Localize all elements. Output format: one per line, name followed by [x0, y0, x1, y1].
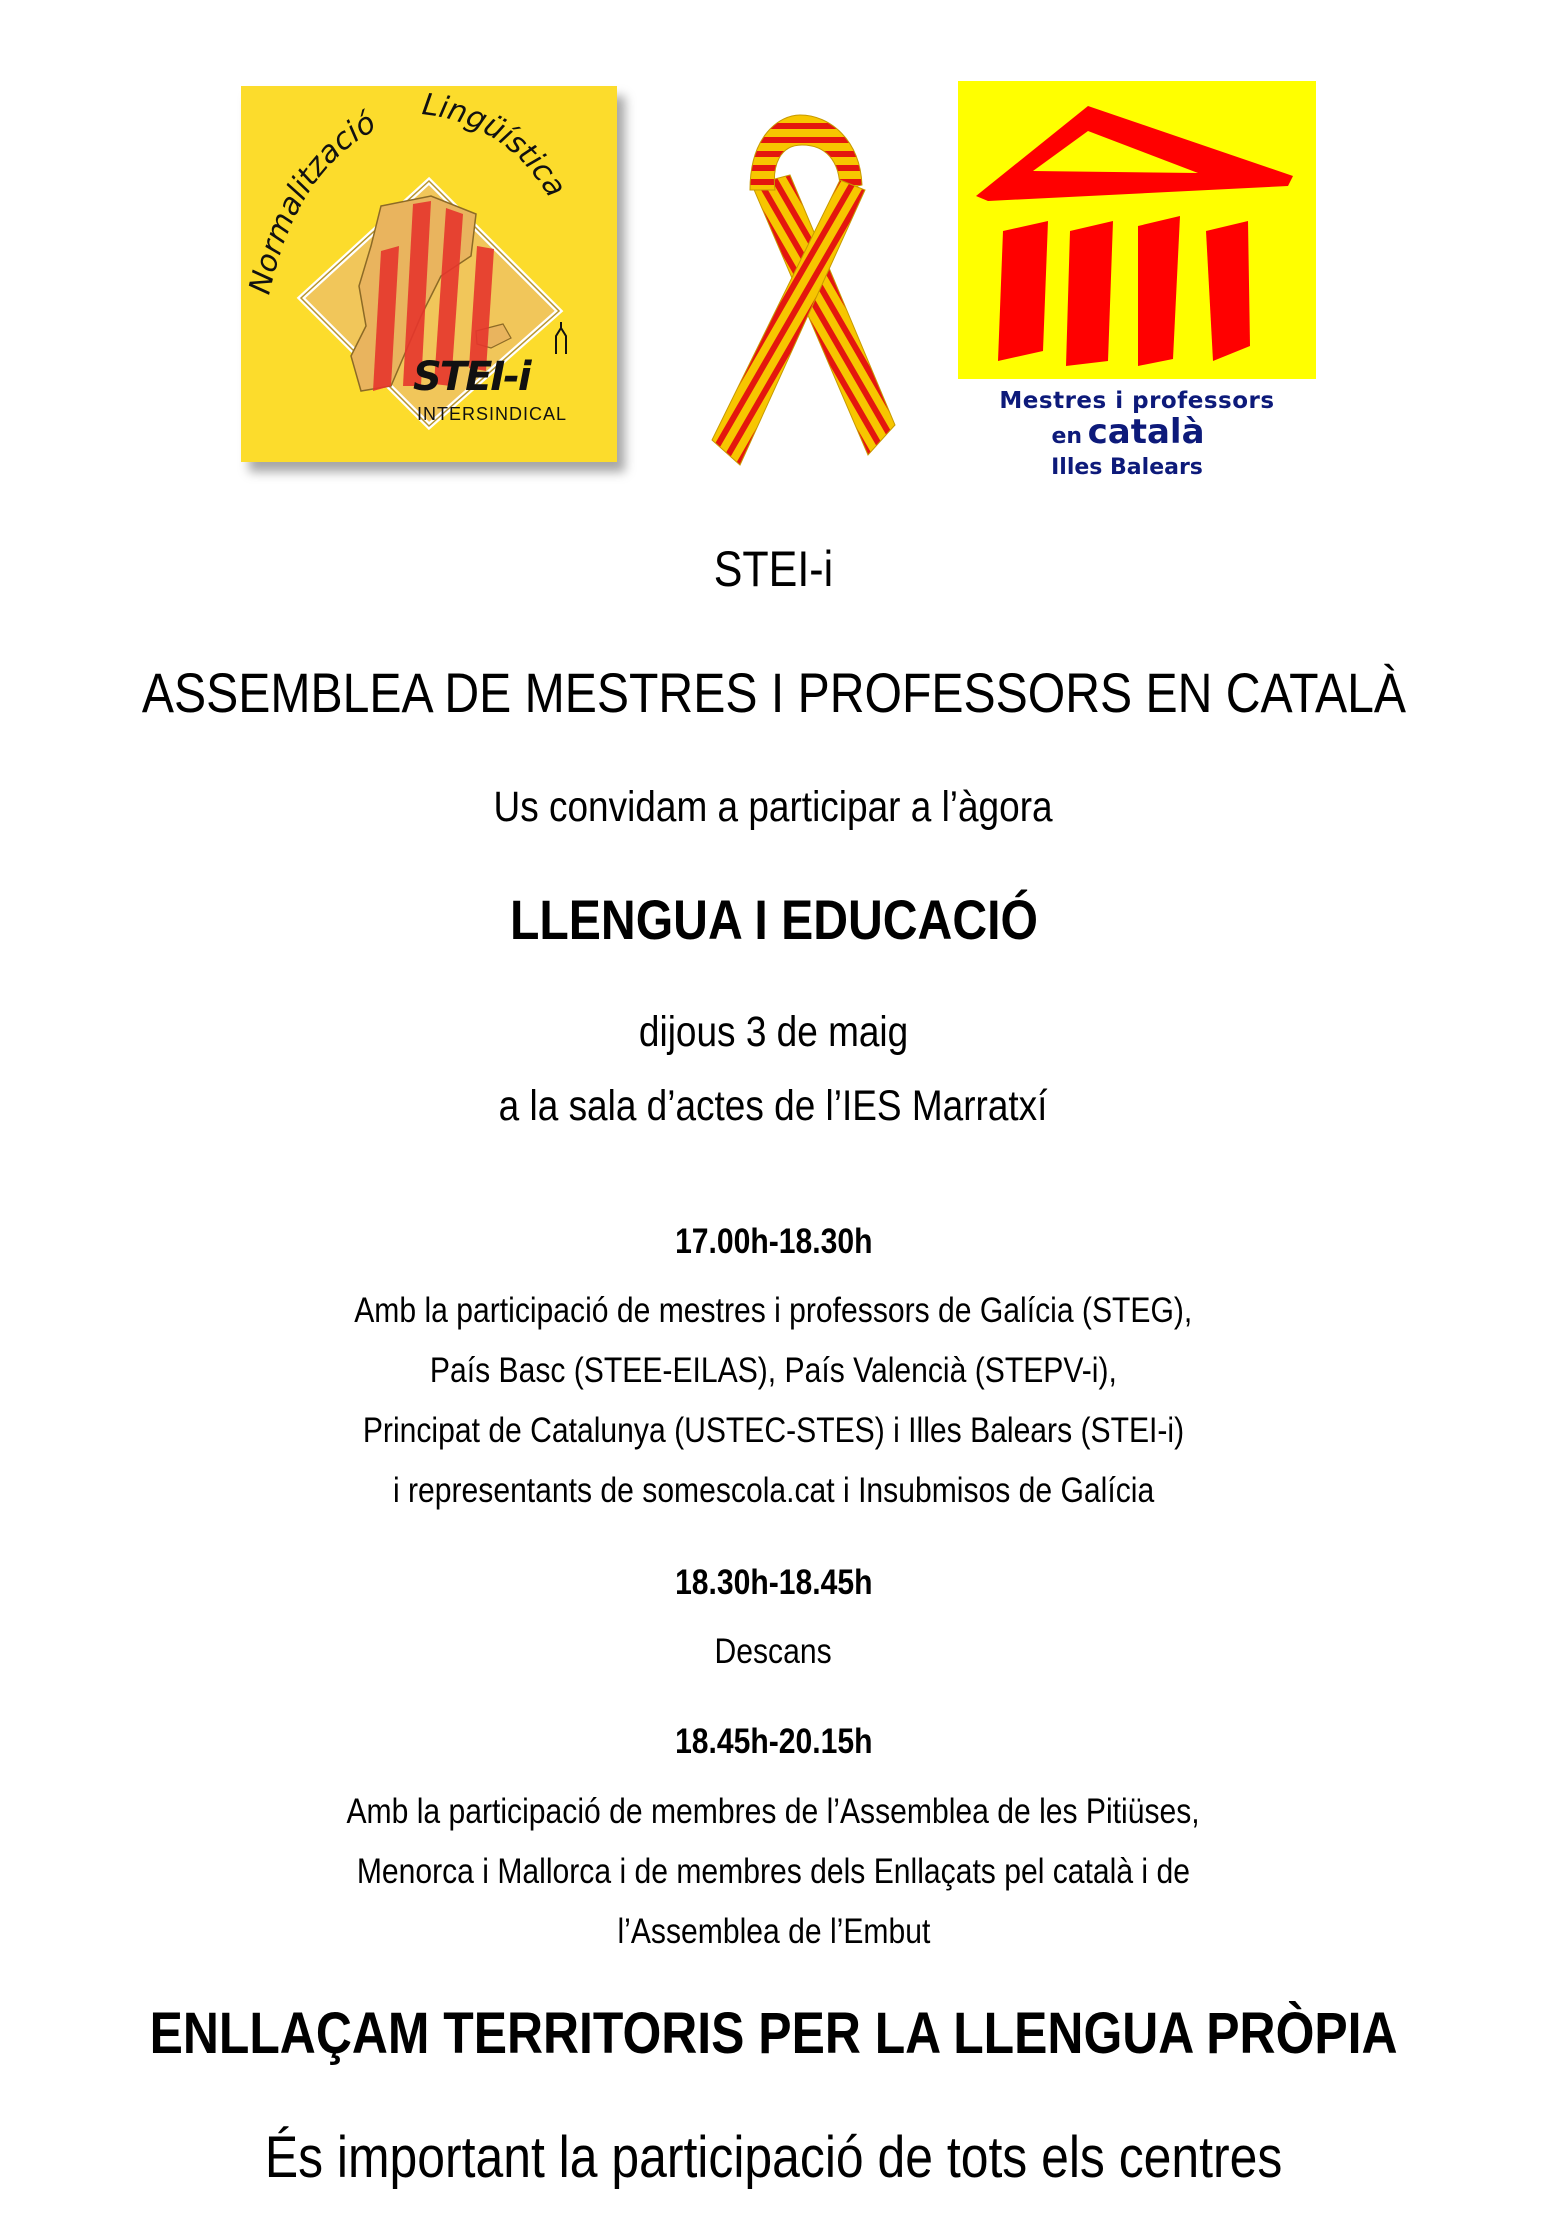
schedule-1-line-4 — [0, 1471, 1547, 1511]
temple-columns-icon — [958, 81, 1316, 379]
slogan — [0, 2000, 1547, 2067]
assembly-title-text: ASSEMBLEA DE MESTRES I PROFESSORS EN CATALÀ — [141, 661, 1406, 724]
schedule-3-line-3 — [0, 1912, 1547, 1952]
schedule-time-2-text: 18.30h-18.45h — [674, 1563, 873, 1602]
schedule-1-line-1-text: Amb la participació de mestres i professors de Galícia (STEG), — [354, 1291, 1193, 1330]
event-date — [0, 1008, 1547, 1057]
schedule-time-1-text: 17.00h-18.30h — [674, 1222, 873, 1261]
schedule-3-line-1 — [0, 1792, 1547, 1832]
intersindical-label: INTERSINDICAL — [417, 404, 568, 424]
arc-text-linguistica: Lingüística — [419, 87, 574, 204]
normalitzacio-linguistica-logo — [241, 86, 617, 462]
slogan-text: ENLLAÇAM TERRITORIS PER LA LLENGUA PRÒPIA — [149, 2001, 1398, 2066]
event-title-text: LLENGUA I EDUCACIÓ — [509, 888, 1038, 951]
event-venue — [0, 1082, 1547, 1131]
schedule-3-line-1-text: Amb la participació de membres de l’Assemblea de les Pitiüses, — [346, 1792, 1201, 1831]
schedule-3-line-2-text: Menorca i Mallorca i de membres dels Enllaçats pel català i de — [356, 1852, 1191, 1891]
invitation-text-span: Us convidam a participar a l’àgora — [493, 783, 1054, 831]
assembly-title — [0, 660, 1547, 725]
mestres-professors-catala-logo — [958, 81, 1316, 379]
schedule-3-line-2 — [0, 1852, 1547, 1892]
event-venue-text: a la sala d’actes de l’IES Marratxí — [499, 1082, 1048, 1130]
schedule-time-3 — [0, 1722, 1547, 1762]
right-logo-en: en — [1051, 424, 1083, 449]
schedule-time-3-text: 18.45h-20.15h — [674, 1722, 873, 1761]
right-logo-line2 — [958, 412, 1298, 452]
catalan-ribbon-icon — [690, 95, 910, 470]
schedule-1-line-2-text: País Basc (STEE-EILAS), País Valencià (STEPV-i), — [430, 1351, 1117, 1390]
participation-call-text: És important la participació de tots els centres — [264, 2125, 1283, 2190]
catalan-ribbon — [690, 95, 910, 470]
schedule-2-line-1 — [0, 1632, 1547, 1672]
schedule-time-2 — [0, 1563, 1547, 1603]
right-logo-line1: Mestres i professors — [999, 388, 1275, 414]
schedule-1-line-3-text: Principat de Catalunya (USTEC-STES) i Illes Balears (STEI-i) — [362, 1411, 1185, 1450]
event-title — [0, 887, 1547, 952]
schedule-1-line-4-text: i representants de somescola.cat i Insubmisos de Galícia — [392, 1471, 1155, 1510]
svg-text:Lingüística — [420, 87, 573, 203]
schedule-1-line-1 — [0, 1291, 1547, 1331]
right-logo-line3: Illes Balears — [1051, 455, 1203, 480]
stei-i-brand: STEI-i — [413, 354, 530, 400]
schedule-1-line-2 — [0, 1351, 1547, 1391]
schedule-3-line-3-text: l’Assemblea de l’Embut — [617, 1912, 930, 1951]
participation-call — [0, 2124, 1547, 2191]
org-name-text: STEI-i — [713, 541, 834, 597]
invitation-text — [0, 783, 1547, 832]
event-date-text: dijous 3 de maig — [638, 1008, 909, 1056]
arc-text-normalitzacio: Normalització — [242, 105, 382, 298]
schedule-2-line-1-text: Descans — [714, 1632, 833, 1671]
schedule-time-1 — [0, 1222, 1547, 1262]
org-name — [0, 540, 1547, 598]
schedule-1-line-3 — [0, 1411, 1547, 1451]
right-logo-catala: català — [1087, 412, 1205, 452]
